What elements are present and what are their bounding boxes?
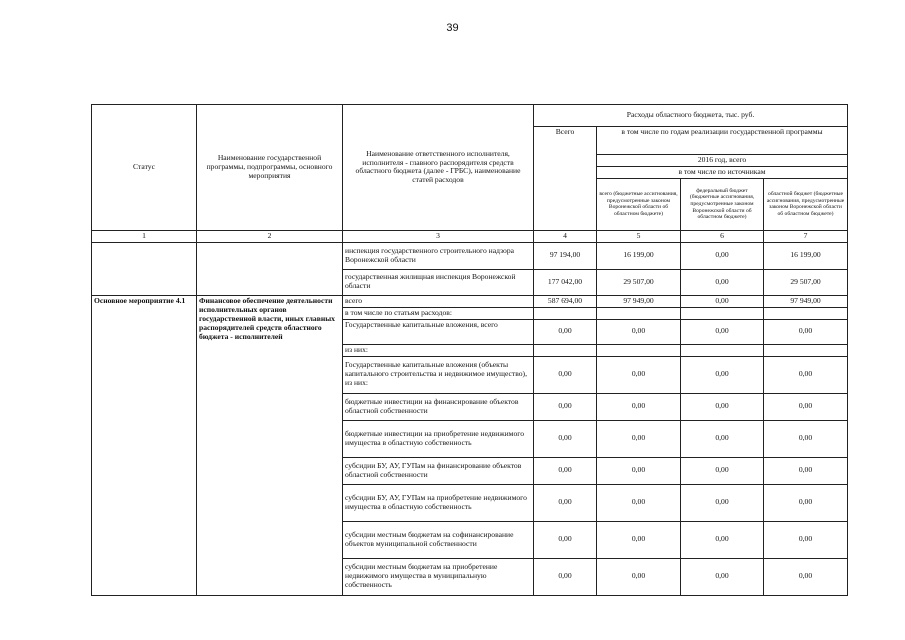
row-total: 0,00 [534,558,597,595]
row-total: 0,00 [534,319,597,344]
row-name: из них: [343,344,534,356]
row-col5: 0,00 [597,457,681,484]
budget-table [91,104,848,596]
row-name: в том числе по статьям расходов: [343,307,534,319]
page-number: 39 [446,22,459,34]
row-total: 0,00 [534,484,597,521]
col-number: 7 [764,230,848,242]
column-numbers-row [92,230,848,242]
row-col7: 0,00 [764,521,848,558]
row-col7: 0,00 [764,558,848,595]
row-col5: 0,00 [597,521,681,558]
main-event-status: Основное мероприятие 4.1 [92,295,197,595]
row-name: инспекция государственного строительного надзора Воронежской области [343,242,534,269]
row-name: Государственные капитальные вложения, всего [343,319,534,344]
row-col6: 0,00 [681,356,764,393]
row-col6: 0,00 [681,484,764,521]
row-col5: 29 507,00 [597,269,681,295]
header-expenses-title: Расходы областного бюджета, тыс. руб. [534,105,848,127]
row-col6: 0,00 [681,521,764,558]
row-col7: 0,00 [764,393,848,420]
row-total: 0,00 [534,457,597,484]
row-col7 [764,307,848,319]
header-executor-name: Наименование ответственного исполнителя, исполнителя - главного распорядителя средств областного бюджета (далее - ГРБС), наименование статей расходов [343,105,534,231]
row-col7: 0,00 [764,484,848,521]
row-col6 [681,307,764,319]
col-number: 4 [534,230,597,242]
col-number: 2 [197,230,343,242]
row-name: бюджетные инвестиции на финансирование объектов областной собственности [343,393,534,420]
row-name: всего [343,295,534,307]
header-src-federal: федеральный бюджет (бюджетные ассигнования, предусмотренные законом Воронежской области об областном бюджете) [681,178,764,230]
row-col6: 0,00 [681,319,764,344]
header-by-sources: в том числе по источникам [597,166,848,178]
row-col6: 0,00 [681,269,764,295]
row-col5: 16 199,00 [597,242,681,269]
row-total: 97 194,00 [534,242,597,269]
row-total: 0,00 [534,356,597,393]
row-col7 [764,344,848,356]
row-total [534,307,597,319]
row-col5: 97 949,00 [597,295,681,307]
row-name: Государственные капитальные вложения (объекты капитального строительства и недвижимое имущество), из них: [343,356,534,393]
row-total: 177 042,00 [534,269,597,295]
row-name: субсидии БУ, АУ, ГУПам на финансирование объектов областной собственности [343,457,534,484]
table-row [92,295,848,307]
table-row [92,242,848,269]
row-col7: 0,00 [764,319,848,344]
header-program-name: Наименование государственной программы, подпрограммы, основного мероприятия [197,105,343,231]
row-col5 [597,307,681,319]
row-col6: 0,00 [681,242,764,269]
row-col5: 0,00 [597,393,681,420]
row-col5 [597,344,681,356]
header-by-years: в том числе по годам реализации государственной программы [597,127,848,155]
row-col7: 16 199,00 [764,242,848,269]
row-name: субсидии местным бюджетам на приобретение недвижимого имущества в муниципальную собственность [343,558,534,595]
row-col5: 0,00 [597,319,681,344]
row-name: бюджетные инвестиции на приобретение недвижимого имущества в областную собственность [343,420,534,457]
row-col6: 0,00 [681,558,764,595]
row-col7: 0,00 [764,356,848,393]
row-col6: 0,00 [681,420,764,457]
col-number: 5 [597,230,681,242]
row-col7: 0,00 [764,420,848,457]
row-col6 [681,344,764,356]
row-col5: 0,00 [597,356,681,393]
row-col7: 29 507,00 [764,269,848,295]
row-total: 0,00 [534,393,597,420]
row-col5: 0,00 [597,558,681,595]
row-total: 587 694,00 [534,295,597,307]
row-name: государственная жилищная инспекция Воронежской области [343,269,534,295]
header-src-total: всего (бюджетные ассигнования, предусмотренные законом Воронежской области об областном бюджете) [597,178,681,230]
row-col7: 0,00 [764,457,848,484]
header-year: 2016 год, всего [597,155,848,167]
row-name: субсидии БУ, АУ, ГУПам на приобретение недвижимого имущества в областную собственность [343,484,534,521]
row-total: 0,00 [534,420,597,457]
col-number: 6 [681,230,764,242]
row-name: субсидии местным бюджетам на софинансирование объектов муниципальной собственности [343,521,534,558]
header-status: Статус [92,105,197,231]
row-col6: 0,00 [681,295,764,307]
col-number: 3 [343,230,534,242]
row-col5: 0,00 [597,484,681,521]
row-col6: 0,00 [681,393,764,420]
col-number: 1 [92,230,197,242]
header-total: Всего [534,127,597,231]
row-col7: 97 949,00 [764,295,848,307]
row-col5: 0,00 [597,420,681,457]
row-total [534,344,597,356]
main-event-name: Финансовое обеспечение деятельности исполнительных органов государственной власти, иных главных распорядителей средств областного бюджета - исполнителей [197,295,343,595]
row-col6: 0,00 [681,457,764,484]
row-total: 0,00 [534,521,597,558]
header-src-regional: областной бюджет (бюджетные ассигнования, предусмотренные законом Воронежской области об областном бюджете) [764,178,848,230]
